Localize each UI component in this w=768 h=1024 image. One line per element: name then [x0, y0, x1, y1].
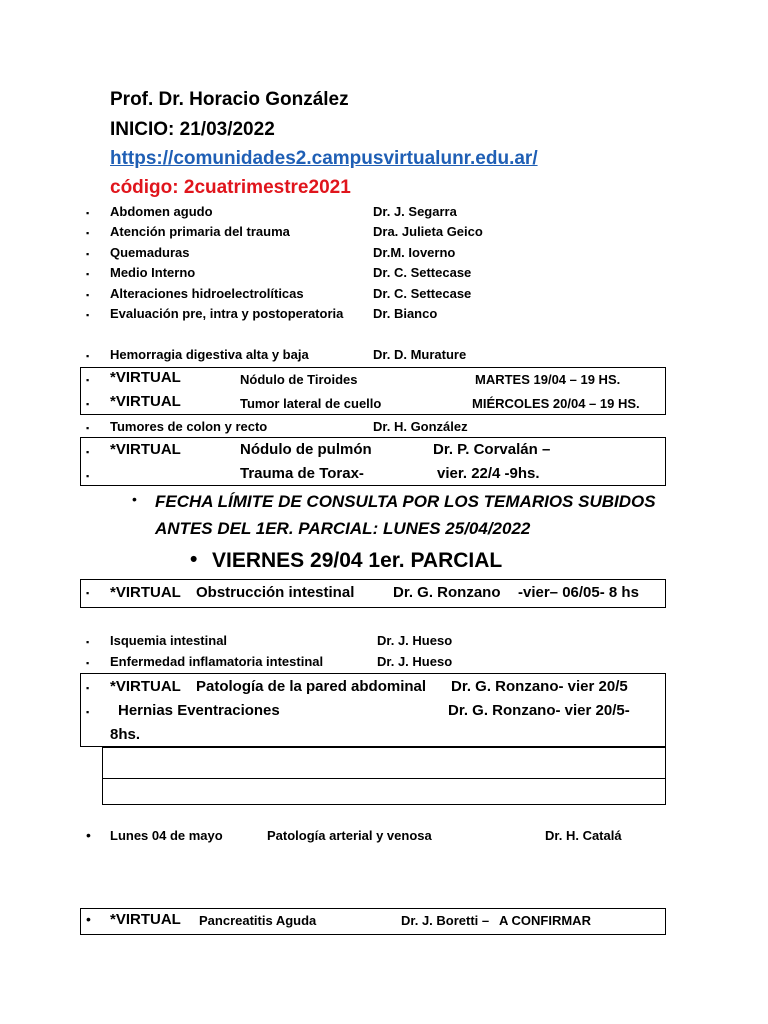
- date: MARTES 19/04 – 19 HS.: [475, 372, 621, 387]
- doctor: Dr. H. González: [373, 419, 468, 434]
- professor-name: Prof. Dr. Horacio González: [110, 89, 349, 110]
- square-bullet-icon: ▪: [86, 208, 90, 218]
- topic: Hemorragia digestiva alta y baja: [110, 347, 309, 362]
- round-bullet-icon: •: [132, 491, 137, 507]
- access-code: código: 2cuatrimestre2021: [110, 177, 351, 198]
- square-bullet-icon: ▪: [86, 249, 90, 259]
- doctor: Dr. J. Hueso: [377, 633, 453, 648]
- virtual-tag: *VIRTUAL: [110, 911, 181, 928]
- square-bullet-icon: ▪: [86, 707, 90, 717]
- deadline-line-1: FECHA LÍMITE DE CONSULTA POR LOS TEMARIOS SUBIDOS: [155, 492, 656, 511]
- topic: Medio Interno: [110, 265, 196, 280]
- doctor: Dr. G. Ronzano- vier 20/5: [451, 678, 628, 695]
- square-bullet-icon: ▪: [86, 588, 90, 598]
- topic: Atención primaria del trauma: [110, 224, 290, 239]
- topic: Patología arterial y venosa: [267, 828, 432, 843]
- square-bullet-icon: ▪: [86, 310, 90, 320]
- date: MIÉRCOLES 20/04 – 19 HS.: [472, 396, 640, 411]
- doctor: Dr. P. Corvalán –: [433, 441, 551, 458]
- topic: Isquemia intestinal: [110, 633, 228, 648]
- round-bullet-icon: •: [86, 911, 91, 927]
- doctor: Dr. Bianco: [373, 306, 438, 321]
- topic: Patología de la pared abdominal: [196, 678, 427, 695]
- exam-title: VIERNES 29/04 1er. PARCIAL: [212, 549, 503, 572]
- topic: Tumor lateral de cuello: [240, 396, 382, 411]
- topic: Nódulo de Tiroides: [240, 372, 358, 387]
- campus-link[interactable]: https://comunidades2.campusvirtualunr.edu.ar/: [110, 148, 538, 169]
- doctor: Dr. C. Settecase: [373, 265, 472, 280]
- square-bullet-icon: ▪: [86, 375, 90, 385]
- virtual-tag: *VIRTUAL: [110, 441, 181, 458]
- round-bullet-icon: •: [86, 827, 91, 843]
- doctor: Dr. G. Ronzano- vier 20/5-: [448, 702, 630, 719]
- doctor: Dr. J. Hueso: [377, 654, 453, 669]
- square-bullet-icon: ▪: [86, 228, 90, 238]
- doctor: Dr. J. Segarra: [373, 204, 457, 219]
- square-bullet-icon: ▪: [86, 637, 90, 647]
- square-bullet-icon: ▪: [86, 658, 90, 668]
- square-bullet-icon: ▪: [86, 399, 90, 409]
- date: Lunes 04 de mayo: [110, 828, 223, 843]
- topic: Alteraciones hidroelectrolíticas: [110, 286, 304, 301]
- date: -vier– 06/05- 8 hs: [518, 584, 639, 601]
- topic: Hernias Eventraciones: [118, 702, 280, 719]
- square-bullet-icon: ▪: [86, 447, 90, 457]
- virtual-tag: *VIRTUAL: [110, 369, 181, 386]
- date: vier. 22/4 -9hs.: [437, 465, 540, 482]
- square-bullet-icon: ▪: [86, 351, 90, 361]
- doctor: Dr. D. Murature: [373, 347, 467, 362]
- doctor: Dr. G. Ronzano: [393, 584, 501, 601]
- time-continuation: 8hs.: [110, 726, 141, 743]
- doctor: Dr. C. Settecase: [373, 286, 472, 301]
- topic: Obstrucción intestinal: [196, 584, 355, 601]
- topic: Quemaduras: [110, 245, 190, 260]
- doctor: Dr. H. Catalá: [545, 828, 622, 843]
- square-bullet-icon: ▪: [86, 471, 90, 481]
- empty-table-row: [102, 778, 666, 805]
- topic: Tumores de colon y recto: [110, 419, 268, 434]
- virtual-tag: *VIRTUAL: [110, 393, 181, 410]
- topic: Abdomen agudo: [110, 204, 213, 219]
- square-bullet-icon: ▪: [86, 423, 90, 433]
- topic: Nódulo de pulmón: [240, 441, 372, 458]
- deadline-line-2: ANTES DEL 1ER. PARCIAL: LUNES 25/04/2022: [155, 519, 531, 538]
- topic: Trauma de Torax-: [240, 465, 364, 482]
- doctor: Dr.M. Ioverno: [373, 245, 456, 260]
- doctor: Dr. J. Boretti –: [401, 913, 490, 928]
- status: A CONFIRMAR: [499, 913, 591, 928]
- start-date: INICIO: 21/03/2022: [110, 119, 275, 140]
- square-bullet-icon: ▪: [86, 290, 90, 300]
- virtual-tag: *VIRTUAL: [110, 584, 181, 601]
- doctor: Dra. Julieta Geico: [373, 224, 483, 239]
- square-bullet-icon: ▪: [86, 269, 90, 279]
- topic: Pancreatitis Aguda: [199, 913, 317, 928]
- round-bullet-icon: •: [190, 548, 198, 571]
- square-bullet-icon: ▪: [86, 683, 90, 693]
- topic: Evaluación pre, intra y postoperatoria: [110, 306, 344, 321]
- virtual-tag: *VIRTUAL: [110, 678, 181, 695]
- topic: Enfermedad inflamatoria intestinal: [110, 654, 324, 669]
- empty-table-row: [102, 747, 666, 779]
